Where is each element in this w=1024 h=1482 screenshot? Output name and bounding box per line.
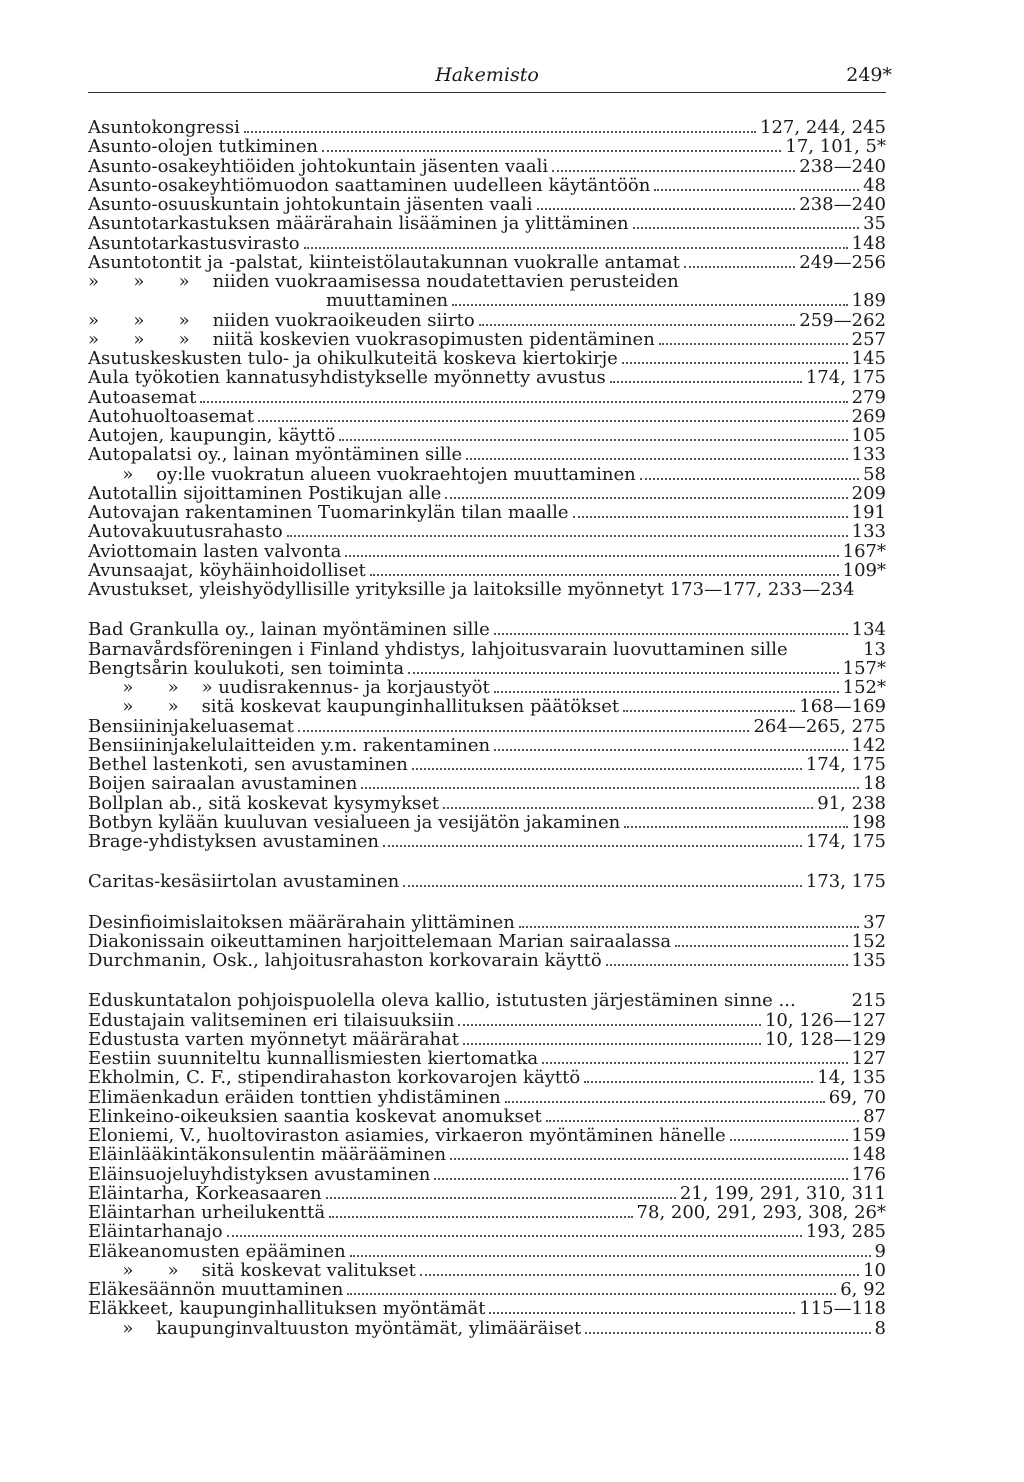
- entry-pages: 134: [851, 619, 886, 641]
- section-gap: [88, 851, 886, 872]
- dot-leader: [227, 1223, 802, 1237]
- index-entry: [88, 794, 886, 813]
- index-section: [88, 991, 886, 1338]
- dot-leader: [326, 1185, 676, 1199]
- entry-pages: 8: [874, 1317, 886, 1339]
- index-entry: [88, 755, 886, 774]
- dot-leader: [479, 312, 796, 326]
- dot-leader: [466, 446, 847, 460]
- index-entry: [88, 1203, 886, 1222]
- dot-leader: [622, 350, 848, 364]
- page-number: 249*: [846, 64, 892, 86]
- dot-leader: [412, 756, 802, 770]
- dot-leader: [633, 215, 859, 229]
- entry-pages: 152: [851, 930, 886, 952]
- entry-label: Asunto-osakeyhtiömuodon saattaminen uudelleen käytäntöön: [88, 175, 651, 195]
- entry-label: Botbyn kylään kuuluvan vesialueen ja vesijätön jakaminen: [88, 812, 621, 832]
- index-section: [88, 872, 886, 891]
- index-entry: [88, 913, 886, 932]
- entry-pages: 91, 238: [817, 792, 886, 814]
- entry-label: Durchmanin, Osk., lahjoitusrahaston korkovarain käyttö: [88, 951, 602, 971]
- index-entry: [88, 445, 886, 464]
- dot-leader: [450, 1146, 847, 1160]
- dot-leader: [542, 1050, 847, 1064]
- entry-pages: 69, 70: [828, 1086, 886, 1108]
- entry-label: Eloniemi, V., huoltoviraston asiamies, virkaeron myöntäminen hänelle: [88, 1126, 726, 1146]
- dot-leader: [383, 833, 802, 847]
- entry-label: muuttaminen: [326, 291, 449, 311]
- entry-label: Autovajan rakentaminen Tuomarinkylän tilan maalle: [88, 503, 569, 523]
- dot-leader: [585, 1320, 870, 1334]
- index-entry: [88, 234, 886, 253]
- index-entry: [88, 736, 886, 755]
- entry-pages: 264—265, 275: [753, 715, 886, 737]
- entry-pages: 257: [851, 328, 886, 350]
- entry-pages: 135: [851, 950, 886, 971]
- entry-label: Caritas-kesäsiirtolan avustaminen: [88, 872, 400, 892]
- entry-pages: 10, 128—129: [764, 1028, 886, 1050]
- dot-leader: [584, 1069, 813, 1083]
- entry-label: Eläintarhan urheilukenttä: [88, 1203, 326, 1223]
- entry-pages: 145: [851, 348, 886, 369]
- entry-label: Bensiininjakelulaitteiden y.m. rakentaminen: [88, 735, 491, 755]
- dot-leader: [610, 369, 802, 383]
- entry-pages: 173, 175: [805, 871, 886, 893]
- entry-label: Boijen sairaalan avustaminen: [88, 774, 358, 794]
- dot-leader: [624, 814, 847, 828]
- index-entry: [88, 932, 886, 951]
- entry-label: Eläintarha, Korkeasaaren: [88, 1183, 322, 1203]
- index-entries: [88, 118, 886, 1338]
- entry-pages: 78, 200, 291, 293, 308, 26*: [636, 1202, 886, 1223]
- entry-label: Asunto-osakeyhtiöiden johtokuntain jäsenten vaali: [88, 156, 549, 176]
- index-entry: [88, 1319, 886, 1338]
- entry-label: Autojen, kaupungin, käyttö: [88, 426, 336, 446]
- dot-leader: [287, 523, 848, 537]
- entry-label: Asuntokongressi: [88, 118, 240, 138]
- index-entry: [88, 368, 886, 387]
- entry-label: » » » niiden vuokraamisessa noudatettavien perusteiden: [88, 272, 679, 292]
- index-entry: [88, 717, 886, 736]
- entry-pages: 238—240: [799, 155, 886, 177]
- entry-pages: 269: [851, 405, 886, 427]
- entry-pages: 127, 244, 245: [760, 117, 886, 138]
- entry-pages: 249—256: [799, 251, 886, 273]
- index-entry: [88, 620, 886, 639]
- entry-pages: 193, 285: [805, 1221, 886, 1243]
- index-entry: [88, 1222, 886, 1241]
- index-entry: [88, 176, 886, 195]
- entry-pages: 10: [863, 1259, 886, 1281]
- index-entry: [88, 272, 886, 291]
- entry-pages: 21, 199, 291, 310, 311: [679, 1182, 886, 1204]
- entry-pages: 17, 101, 5*: [785, 136, 886, 158]
- entry-label: Autovakuutusrahasto: [88, 522, 283, 542]
- entry-pages: 157*: [842, 657, 886, 679]
- index-entry: [88, 522, 886, 541]
- dot-leader: [730, 1127, 848, 1141]
- index-entry: [88, 659, 886, 678]
- entry-pages: 14, 135: [817, 1067, 886, 1089]
- dot-leader: [244, 119, 756, 133]
- entry-label: Eläkesäännön muuttaminen: [88, 1280, 344, 1300]
- entry-label: » kaupunginvaltuuston myöntämät, ylimääräiset: [88, 1318, 582, 1338]
- index-entry: [88, 813, 886, 832]
- entry-label: » oy:lle vuokratun alueen vuokraehtojen muuttaminen: [88, 464, 636, 484]
- index-entry: [88, 253, 886, 272]
- index-entry: [88, 291, 886, 310]
- entry-pages: 13: [863, 638, 886, 660]
- section-gap: [88, 970, 886, 991]
- index-entry: [88, 349, 886, 368]
- entry-label: Asuntotarkastusvirasto: [88, 233, 300, 253]
- entry-pages: 174, 175: [805, 367, 886, 389]
- entry-pages: 48: [863, 174, 886, 196]
- entry-label: » » » niitä koskevien vuokrasopimusten pidentäminen: [88, 329, 655, 349]
- section-gap: [88, 599, 886, 620]
- index-entry: [88, 465, 886, 484]
- index-entry: [88, 1299, 886, 1318]
- dot-leader: [505, 1089, 825, 1103]
- dot-leader: [546, 1108, 859, 1122]
- index-entry: [88, 542, 886, 561]
- index-entry: [88, 214, 886, 233]
- index-section: [88, 118, 886, 599]
- entry-label: Aviottomain lasten valvonta: [88, 541, 342, 561]
- dot-leader: [329, 1204, 632, 1218]
- dot-leader: [434, 1166, 847, 1180]
- index-entry: [88, 426, 886, 445]
- entry-pages: 133: [851, 444, 886, 466]
- index-entry: [88, 1184, 886, 1203]
- running-header: [88, 60, 892, 93]
- index-entry: [88, 832, 886, 851]
- dot-leader: [322, 138, 781, 152]
- entry-pages: 174, 175: [805, 831, 886, 852]
- dot-leader: [573, 504, 848, 518]
- dot-leader: [494, 621, 848, 635]
- index-entry: [88, 503, 886, 522]
- entry-label: » » sitä koskevat kaupunginhallituksen päätökset: [88, 697, 620, 717]
- index-entry: [88, 311, 886, 330]
- entry-label: Autoasemat: [88, 387, 197, 407]
- dot-leader: [304, 235, 848, 249]
- dot-leader: [452, 292, 848, 306]
- index-entry: [88, 195, 886, 214]
- entry-pages: 133: [851, 521, 886, 543]
- index-entry: [88, 1068, 886, 1087]
- index-entry: [88, 1280, 886, 1299]
- entry-pages: 209: [851, 482, 886, 504]
- entry-label: Asuntotarkastuksen määrärahain lisääminen ja ylittäminen: [88, 214, 629, 234]
- entry-label: Eläinlääkintäkonsulentin määrääminen: [88, 1145, 447, 1165]
- index-entry: [88, 1261, 886, 1280]
- entry-label: Asunto-olojen tutkiminen: [88, 137, 318, 157]
- entry-label: Eläkeanomusten epääminen: [88, 1241, 346, 1261]
- entry-pages: 259—262: [799, 309, 886, 331]
- entry-label: » » sitä koskevat valitukset: [88, 1260, 416, 1280]
- entry-label: Autopalatsi oy., lainan myöntäminen sille: [88, 445, 463, 465]
- entry-label: Avunsaajat, köyhäinhoidolliset: [88, 560, 366, 580]
- entry-label: Ekholmin, C. F., stipendirahaston korkovarojen käyttö: [88, 1068, 581, 1088]
- dot-leader: [654, 177, 859, 191]
- entry-pages: 168—169: [799, 696, 886, 718]
- entry-pages: 37: [863, 911, 886, 933]
- entry-pages: 176: [851, 1163, 886, 1185]
- index-entry: [88, 330, 886, 349]
- dot-leader: [258, 408, 847, 422]
- dot-leader: [347, 1281, 836, 1295]
- entry-pages: 198: [851, 811, 886, 833]
- index-entry: [88, 774, 886, 793]
- index-section: [88, 620, 886, 851]
- index-entry: [88, 697, 886, 716]
- dot-leader: [458, 1012, 761, 1026]
- entry-label: Barnavårdsföreningen i Finland yhdistys, lahjoitusvarain luovuttaminen sille: [88, 639, 788, 659]
- index-entry: [88, 1107, 886, 1126]
- entry-label: Bethel lastenkoti, sen avustaminen: [88, 755, 408, 775]
- dot-leader: [489, 1300, 795, 1314]
- dot-leader: [659, 331, 848, 345]
- entry-pages: 152*: [842, 677, 886, 698]
- entry-pages: 18: [863, 773, 886, 795]
- index-entry: [88, 1145, 886, 1164]
- entry-pages: 127: [851, 1048, 886, 1069]
- dot-leader: [420, 1262, 859, 1276]
- entry-label: Autohuoltoasemat: [88, 406, 255, 426]
- index-entry: [88, 1049, 886, 1068]
- entry-pages: 58: [863, 463, 886, 485]
- dot-leader: [445, 485, 847, 499]
- page-title: Hakemisto: [435, 64, 539, 86]
- entry-pages: 148: [851, 232, 886, 254]
- entry-label: Diakonissain oikeuttaminen harjoittelemaan Marian sairaalassa: [88, 931, 672, 951]
- entry-label: Eestiin suunniteltu kunnallismiesten kiertomatka: [88, 1049, 539, 1069]
- dot-leader: [800, 994, 848, 1006]
- index-entry: [88, 1030, 886, 1049]
- dot-leader: [443, 795, 813, 809]
- entry-pages: 238—240: [799, 194, 886, 215]
- index-entry: [88, 118, 886, 137]
- section-gap: [88, 892, 886, 913]
- entry-label: Aula työkotien kannatusyhdistykselle myönnetty avustus: [88, 368, 606, 388]
- entry-pages: 215: [851, 990, 886, 1012]
- dot-leader: [298, 718, 749, 732]
- entry-label: Desinfioimislaitoksen määrärahain ylittäminen: [88, 912, 515, 932]
- dot-leader: [684, 254, 795, 268]
- dot-leader: [361, 775, 859, 789]
- index-section: [88, 913, 886, 971]
- entry-pages: 159: [851, 1125, 886, 1146]
- index-entry: [88, 872, 886, 891]
- index-entry: [88, 1242, 886, 1261]
- entry-label: Asuntotontit ja -palstat, kiinteistölautakunnan vuokralle antamat: [88, 252, 680, 272]
- entry-pages: 148: [851, 1144, 886, 1166]
- entry-label: Bad Grankulla oy., lainan myöntäminen sille: [88, 620, 490, 640]
- dot-leader: [552, 158, 795, 172]
- entry-pages: 174, 175: [805, 754, 886, 775]
- dot-leader: [675, 933, 847, 947]
- entry-pages: 35: [863, 213, 886, 235]
- entry-label: Asunto-osuuskuntain johtokuntain jäsenten vaali: [88, 195, 533, 215]
- dot-leader: [519, 914, 859, 928]
- entry-label: Brage-yhdistyksen avustaminen: [88, 832, 379, 852]
- entry-pages: 115—118: [799, 1298, 886, 1320]
- dot-leader: [350, 1243, 871, 1257]
- index-entry: [88, 484, 886, 503]
- index-entry: [88, 388, 886, 407]
- entry-pages: 9: [874, 1240, 886, 1262]
- entry-pages: 279: [851, 386, 886, 408]
- index-entry: [88, 991, 886, 1010]
- dot-leader: [339, 427, 847, 441]
- index-entry: [88, 678, 886, 697]
- entry-label: Eläkkeet, kaupunginhallituksen myöntämät: [88, 1299, 486, 1319]
- dot-leader: [200, 389, 847, 403]
- index-entry: [88, 1126, 886, 1145]
- entry-label: Avustukset, yleishyödyllisille yrityksille ja laitoksille myönnetyt 173—177, 233—234: [88, 580, 855, 600]
- dot-leader: [494, 737, 848, 751]
- entry-pages: 191: [851, 502, 886, 523]
- entry-label: Asutuskeskusten tulo- ja ohikulkuteitä koskeva kiertokirje: [88, 349, 618, 369]
- index-entry: [88, 157, 886, 176]
- index-entry: [88, 1165, 886, 1184]
- entry-pages: 6, 92: [840, 1279, 886, 1300]
- entry-pages: 109*: [842, 559, 886, 581]
- entry-label: Elimäenkadun eräiden tonttien yhdistäminen: [88, 1087, 501, 1107]
- entry-pages: 87: [863, 1105, 886, 1127]
- dot-leader: [463, 1031, 761, 1045]
- index-entry: [88, 580, 886, 599]
- dot-leader: [345, 543, 838, 557]
- entry-label: Eläintarhanajo: [88, 1222, 223, 1242]
- entry-label: Eduskuntatalon pohjoispuolella oleva kallio, istutusten järjestäminen sinne ...: [88, 991, 796, 1011]
- dot-leader: [408, 660, 838, 674]
- dot-leader: [370, 562, 839, 576]
- entry-pages: 105: [851, 425, 886, 446]
- entry-pages: 10, 126—127: [764, 1009, 886, 1031]
- index-entry: [88, 951, 886, 970]
- entry-label: Eläinsuojeluyhdistyksen avustaminen: [88, 1164, 431, 1184]
- entry-label: Autotallin sijoittaminen Postikujan alle: [88, 483, 442, 503]
- dot-leader: [640, 466, 859, 480]
- entry-label: Bollplan ab., sitä koskevat kysymykset: [88, 793, 440, 813]
- index-entry: [88, 561, 886, 580]
- dot-leader: [606, 952, 848, 966]
- entry-pages: 167*: [842, 540, 886, 562]
- entry-pages: 142: [851, 734, 886, 756]
- entry-label: » » » uudisrakennus- ja korjaustyöt: [88, 678, 490, 698]
- entry-label: » » » niiden vuokraoikeuden siirto: [88, 310, 475, 330]
- dot-leader: [537, 196, 796, 210]
- index-entry: [88, 1011, 886, 1030]
- entry-label: Bensiininjakeluasemat: [88, 716, 295, 736]
- index-entry: [88, 640, 886, 659]
- dot-leader: [494, 679, 839, 693]
- dot-leader: [792, 643, 859, 655]
- index-entry: [88, 1088, 886, 1107]
- entry-label: Edustajain valitseminen eri tilaisuuksiin: [88, 1010, 455, 1030]
- entry-label: Edustusta varten myönnetyt määrärahat: [88, 1029, 459, 1049]
- dot-leader: [623, 698, 795, 712]
- entry-pages: 189: [851, 290, 886, 312]
- index-entry: [88, 407, 886, 426]
- index-entry: [88, 137, 886, 156]
- entry-label: Elinkeino-oikeuksien saantia koskevat anomukset: [88, 1106, 542, 1126]
- entry-label: Bengtsårin koulukoti, sen toiminta: [88, 658, 405, 678]
- dot-leader: [403, 873, 802, 887]
